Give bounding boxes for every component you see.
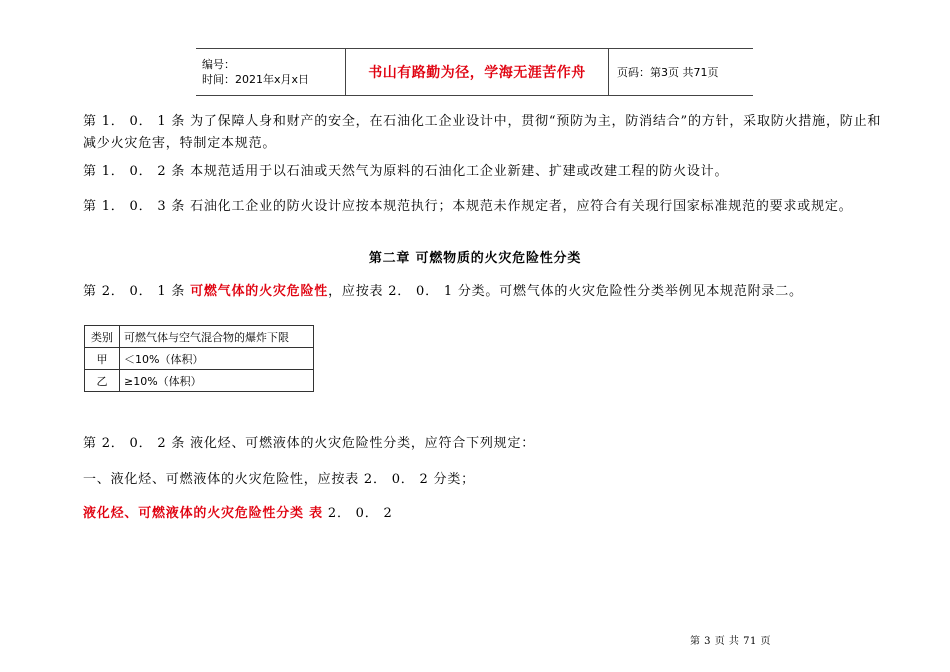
clause-one: 一、液化烃、可燃液体的火灾危险性，应按表 2． 0． 2 分类； <box>83 472 475 487</box>
table-row <box>85 348 314 370</box>
table-header-row <box>85 326 314 348</box>
gas-hazard-table <box>84 325 314 392</box>
article-1-0-1: 第 1． 0． 1 条 为了保障人身和财产的安全，在石油化工企业设计中，贯彻“预防为主，防消结合”的方针，采取防火措施，防止和减少火灾危害，特制定本规范。 <box>83 114 882 151</box>
chapter-title: 第二章 可燃物质的火灾危险性分类 <box>368 251 582 266</box>
header-page-info: 页码：第3页 共71页 <box>609 49 754 96</box>
document-date: 时间：2021年x月x日 <box>202 73 310 86</box>
table-row <box>85 370 314 392</box>
table-header-cell: 可燃气体与空气混合物的爆炸下限 <box>120 326 314 348</box>
table-cell: ≥10%（体积） <box>120 370 314 392</box>
article-2-0-2: 第 2． 0． 2 条 液化烃、可燃液体的火灾危险性分类，应符合下列规定： <box>83 436 536 451</box>
table-caption-highlight: 液化烃、可燃液体的火灾危险性分类 表 <box>83 506 323 521</box>
page-footer: 第 3 页 共 71 页 <box>690 636 771 647</box>
header-motto: 书山有路勤为径，学海无涯苦作舟 <box>346 49 609 96</box>
article-2-0-1 <box>83 281 883 303</box>
article-1-0-3: 第 1． 0． 3 条 石油化工企业的防火设计应按本规范执行；本规范未作规定者，应符合有关现行国家标准规范的要求或规定。 <box>83 199 853 214</box>
table-2-0-2-caption <box>83 503 883 525</box>
table-cell: 乙 <box>85 370 120 392</box>
article-2-0-1-prefix: 第 2． 0． 1 条 <box>83 284 191 299</box>
article-2-0-1-highlight: 可燃气体的火灾危险性 <box>190 284 329 299</box>
table-caption-number: 2． 0． 2 <box>322 506 393 521</box>
document-number-label: 编号： <box>202 58 235 71</box>
table-header-cell: 类别 <box>85 326 120 348</box>
page-header <box>196 48 753 96</box>
table-cell: ＜10%（体积） <box>120 348 314 370</box>
header-left-cell <box>196 49 346 96</box>
article-2-0-1-suffix: ，应按表 2． 0． 1 分类。可燃气体的火灾危险性分类举例见本规范附录二。 <box>328 284 803 299</box>
table-cell: 甲 <box>85 348 120 370</box>
article-1-0-2: 第 1． 0． 2 条 本规范适用于以石油或天然气为原料的石油化工企业新建、扩建或改建工程的防火设计。 <box>83 164 729 179</box>
